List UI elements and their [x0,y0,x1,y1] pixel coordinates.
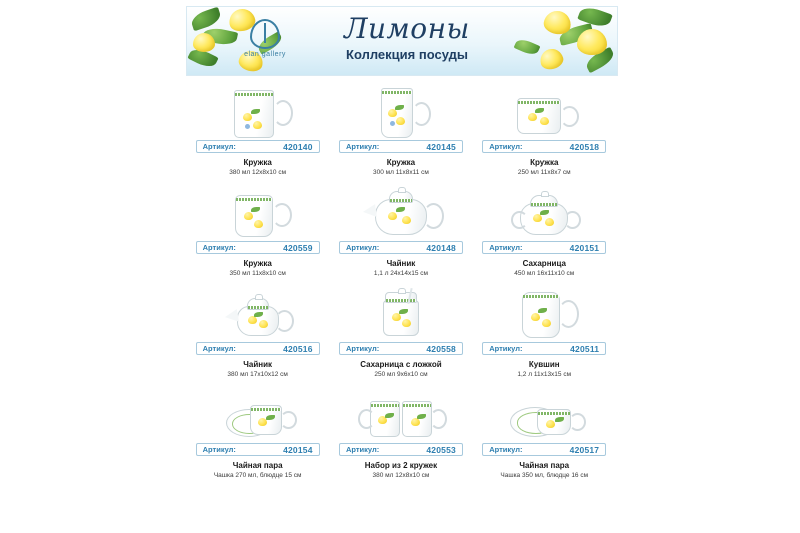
leaf-icon [514,37,541,58]
sku-badge [196,342,320,355]
lemon-decor-icon [392,313,401,321]
leaf-decor-icon [555,417,564,422]
mug-body [235,195,273,237]
pitcher-body [522,292,560,338]
product-spec: 380 мл 12х8х10 см [229,169,287,176]
sugar-bowl-knob [541,191,549,197]
mug-body [381,88,413,138]
teapot-body [237,306,279,336]
sku-value: 420154 [283,444,313,455]
product-name: Чайная пара [232,461,283,470]
lemon-decor-icon [542,319,551,327]
lemon-icon [577,29,607,55]
rim-pattern [236,198,272,201]
sku-value: 420553 [426,444,456,455]
product-spec: 1,2 л 11х13х15 см [517,371,572,378]
leaf-decor-icon [396,207,405,212]
lemon-decor-icon [533,214,542,222]
leaf-decor-icon [251,207,260,212]
leaf-decor-icon [538,308,547,313]
sugar-bowl-handle [564,211,581,229]
sugar-bowl-body [383,300,419,336]
product-image [473,286,616,342]
lemon-decor-icon [259,320,268,328]
mug-handle [273,100,293,126]
lemon-decor-icon [253,121,262,129]
pitcher-handle [558,300,579,328]
leaf-decor-icon [540,210,549,215]
product-spec: 380 мл 12х8х10 см [372,472,430,479]
lemon-decor-icon [248,316,257,324]
banner-title-block [307,12,507,62]
product-name: Кувшин [528,360,560,369]
leaf-decor-icon [385,413,394,418]
product-card[interactable] [329,80,472,181]
rim-pattern [531,203,557,206]
product-image [329,84,472,140]
leaf-decor-icon [417,414,426,419]
product-card[interactable] [186,383,329,484]
sku-value: 420516 [283,343,313,354]
product-card[interactable] [186,282,329,383]
sku-badge [482,140,606,153]
rim-pattern [235,93,273,96]
lemon-logo-icon [250,19,280,49]
sku-label: Артикул: [489,243,523,252]
header-banner [186,6,618,76]
product-image [329,286,472,342]
product-row [186,181,616,282]
product-image [329,185,472,241]
product-card[interactable] [473,282,616,383]
mug-handle [430,409,447,429]
lemon-decor-icon [545,218,554,226]
product-spec: Чашка 350 мл, блюдце 16 см [500,472,589,479]
product-name: Набор из 2 кружек [364,461,438,470]
sku-badge [339,443,463,456]
rim-pattern [386,299,416,302]
leaf-icon [189,7,222,31]
teapot-knob [255,294,263,300]
sku-label: Артикул: [345,142,380,151]
sku-badge [196,443,320,456]
cup-handle [569,413,586,431]
collection-title: Лимоны [344,12,470,45]
mug-handle [272,203,292,227]
leaf-decor-icon [254,312,263,317]
collection-subtitle: Коллекция посуды [346,47,468,62]
product-spec: 250 мл 9х6х10 см [374,371,428,378]
teapot-handle [275,310,294,332]
leaf-decor-icon [395,105,404,110]
lemon-decor-icon [388,212,397,220]
mug-body [234,90,274,138]
mug-handle [560,106,579,127]
product-name: Чайник [243,360,273,369]
cup-handle [280,411,297,429]
product-image [473,387,616,443]
sku-label: Артикул: [202,243,236,252]
sku-badge [196,140,320,153]
leaf-decor-icon [266,415,275,420]
rim-pattern [523,295,559,298]
mug-handle [358,409,375,429]
product-name: Кружка [243,259,272,268]
teapot-handle [423,203,444,229]
sku-badge [482,241,606,254]
product-spec: 250 мл 11х8х7 см [517,169,571,176]
product-name: Сахарница с ложкой [360,360,442,369]
teapot-spout [362,204,377,219]
product-image [473,84,616,140]
sku-label: Артикул: [345,445,380,454]
product-spec: 350 мл 11х8х10 см [229,270,286,277]
product-image [186,387,329,443]
lemon-decor-icon [540,117,549,125]
sku-label: Артикул: [202,344,236,353]
sku-label: Артикул: [202,445,236,454]
rim-pattern [403,404,431,407]
lemon-decor-icon [411,418,420,426]
lemon-decor-icon [402,216,411,224]
product-name: Кружка [386,158,416,167]
product-image [186,185,329,241]
product-spec: 1,1 л 24х14х15 см [373,270,429,277]
lemon-decor-icon [243,113,252,121]
product-card[interactable] [329,383,472,484]
product-name: Чайник [386,259,416,268]
sku-value: 420559 [283,242,313,253]
sku-value: 420140 [283,141,313,152]
teapot-spout [224,309,239,324]
leaf-decor-icon [535,108,544,113]
mug-body [517,98,561,134]
product-row [186,80,616,181]
product-card[interactable] [473,80,616,181]
product-row [186,383,616,484]
product-image [186,84,329,140]
sku-label: Артикул: [345,243,380,252]
sugar-bowl-knob [398,288,406,294]
sku-badge [482,443,606,456]
mug-handle [412,102,431,126]
product-name: Чайная пара [519,461,570,470]
rim-pattern [390,199,412,202]
sku-label: Артикул: [489,344,523,353]
product-name: Кружка [530,158,559,167]
product-card[interactable] [329,282,472,383]
product-card[interactable] [473,383,616,484]
leaf-decor-icon [399,309,408,314]
lemon-decor-icon [531,313,540,321]
lemon-decor-icon [244,212,253,220]
flower-decor-icon [245,124,250,129]
product-spec: 450 мл 16х11х10 см [514,270,575,277]
teapot-body [375,199,427,235]
product-card[interactable] [186,80,329,181]
sku-value: 420518 [569,141,600,152]
sku-value: 420517 [569,444,600,455]
product-name: Кружка [243,158,272,167]
product-card[interactable] [186,181,329,282]
product-spec: 300 мл 11х8х11 см [373,169,429,176]
product-image [186,286,329,342]
lemon-decor-icon [254,220,263,228]
lemon-decor-icon [528,113,537,121]
lemon-icon [538,46,566,72]
banner-decor-right [497,7,617,75]
sku-label: Артикул: [489,445,523,454]
rim-pattern [371,404,399,407]
rim-pattern [248,306,268,309]
sku-badge [196,241,320,254]
sku-value: 420511 [570,343,600,354]
cup-body [250,405,282,435]
sku-badge [339,140,463,153]
lemon-decor-icon [388,109,397,117]
sku-label: Артикул: [489,142,523,151]
sku-value: 420151 [569,242,600,253]
flower-decor-icon [390,121,395,126]
sku-label: Артикул: [202,142,236,151]
leaf-decor-icon [251,109,260,114]
rim-pattern [382,91,412,94]
product-image [329,387,472,443]
lemon-decor-icon [396,117,405,125]
sku-badge [339,241,463,254]
sku-label: Артикул: [345,344,380,353]
sku-value: 420558 [426,343,456,354]
product-spec: Чашка 270 мл, блюдце 15 см [213,472,302,479]
lemon-decor-icon [402,319,411,327]
product-name: Сахарница [522,259,566,268]
sku-value: 420148 [426,242,456,253]
sku-value: 420145 [426,141,456,152]
brand-logo [231,19,299,63]
lemon-icon [193,33,215,52]
lemon-decor-icon [546,420,555,428]
product-row [186,282,616,383]
cup-body [537,409,571,435]
brand-name: elan gallery [244,51,286,58]
product-card[interactable] [329,181,472,282]
product-grid [186,80,616,484]
rim-pattern [518,101,560,104]
sku-badge [339,342,463,355]
rim-pattern [538,412,570,415]
sku-badge [482,342,606,355]
rim-pattern [251,408,281,411]
product-image [473,185,616,241]
teapot-knob [398,187,406,193]
product-card[interactable] [473,181,616,282]
product-spec: 380 мл 17х10х12 см [227,371,288,378]
mug-body [402,401,432,437]
